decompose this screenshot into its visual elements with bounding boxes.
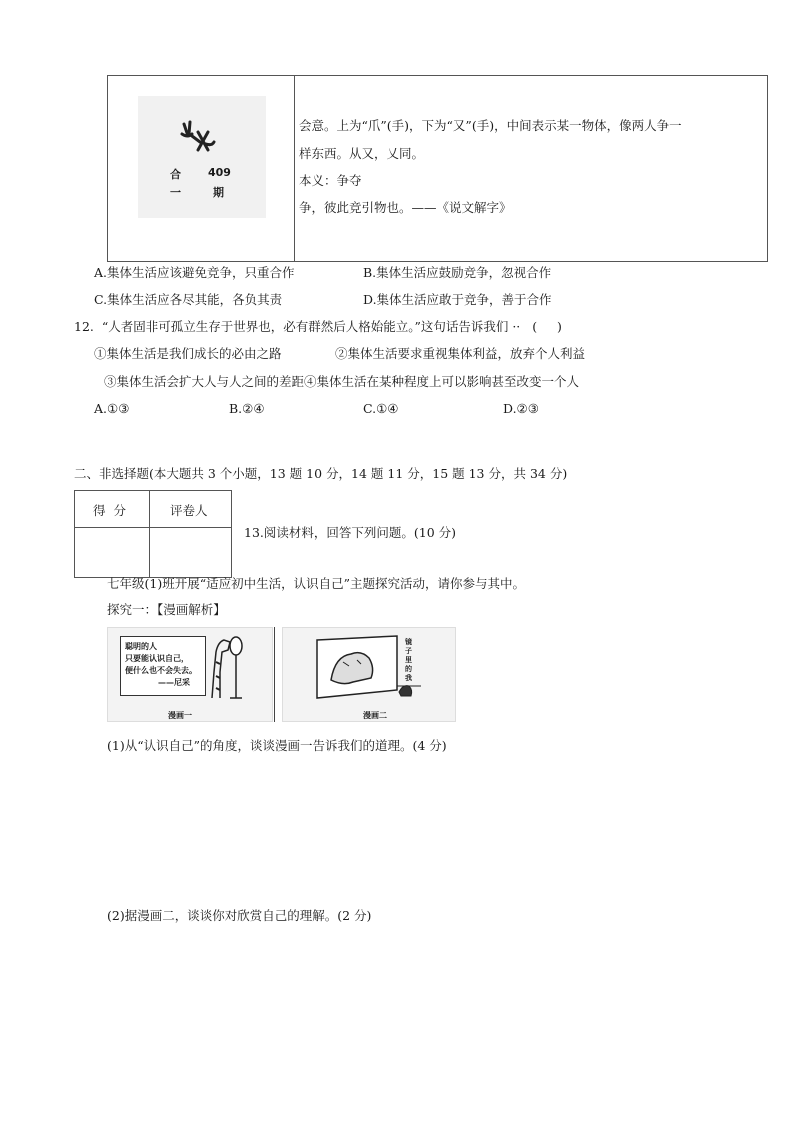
grader-label: 评卷人 xyxy=(170,503,208,518)
q12-statement-1: ①集体生活是我们成长的必由之路 xyxy=(94,346,282,361)
table-divider xyxy=(294,76,295,261)
giraffe-mirror-illustration xyxy=(206,632,246,700)
q13-sub-question-2: (2)据漫画二，谈谈你对欣赏自己的理解。(2 分) xyxy=(107,908,372,923)
q12-option-c: C.①④ xyxy=(363,401,399,416)
section-2-heading: 二、非选择题(本大题共 3 个小题，13 题 10 分，14 题 11 分，15 题 13 分，共 34 分) xyxy=(74,466,568,481)
explain-line-1: 会意。上为“爪”(手)，下为“又”(手)，中间表示某一物体，像两人争一 xyxy=(299,118,682,133)
oracle-caption-4: 期 xyxy=(213,186,224,199)
q13-title: 13.阅读材料，回答下列问题。(10 分) xyxy=(244,525,457,540)
cartoon1-caption: 漫画一 xyxy=(168,711,192,720)
oracle-caption-3: 一 xyxy=(170,186,181,199)
q12-option-d: D.②③ xyxy=(503,401,539,416)
cartoon1-line-3: 便什么也不会失去。 xyxy=(125,666,197,675)
q13-sub-question-1: (1)从“认识自己”的角度，谈谈漫画一告诉我们的道理。(4 分) xyxy=(107,738,447,753)
score-table-hline xyxy=(75,527,231,528)
q11-option-a: A.集体生活应该避免竞争，只重合作 xyxy=(94,265,295,280)
q12-option-a: A.①③ xyxy=(94,401,130,416)
q11-option-b: B.集体生活应鼓励竞争，忽视合作 xyxy=(363,265,552,280)
score-label: 得 分 xyxy=(93,503,126,518)
cartoon2-label: 镜子里的我 xyxy=(405,638,412,682)
q12-statement-3-4: ③集体生活会扩大人与人之间的差距④集体生活在某种程度上可以影响甚至改变一个人 xyxy=(104,374,580,389)
explain-line-3: 本义：争夺 xyxy=(299,173,362,188)
cartoon-2 xyxy=(282,627,456,722)
cartoon1-line-1: 聪明的人 xyxy=(125,642,157,651)
q11-option-d: D.集体生活应敢于竞争，善于合作 xyxy=(363,292,552,307)
q11-option-c: C.集体生活应各尽其能，各负其责 xyxy=(94,292,283,307)
oracle-bone-image xyxy=(138,96,266,218)
q12-stem: 12. “人者固非可孤立生存于世界也，必有群然后人格始能立。”这句话告诉我们 ·· ( ) xyxy=(74,319,562,334)
cartoon1-line-2: 只要能认识自己， xyxy=(125,654,189,663)
q13-explore-heading: 探究一：【漫画解析】 xyxy=(107,602,226,617)
oracle-glyph-icon xyxy=(178,120,226,156)
explain-line-4: 争，彼此竞引物也。——《说文解字》 xyxy=(299,200,512,215)
score-table xyxy=(74,490,232,578)
q12-option-b: B.②④ xyxy=(229,401,265,416)
cartoon1-line-4: ——尼采 xyxy=(158,678,190,687)
q12-statement-2: ②集体生活要求重视集体利益，放弃个人利益 xyxy=(335,346,586,361)
cartoon-divider xyxy=(274,627,275,722)
oracle-caption-2: 409 xyxy=(208,166,231,179)
q13-intro: 七年级(1)班开展“适应初中生活，认识自己”主题探究活动，请你参与其中。 xyxy=(107,576,525,591)
explain-line-2: 样东西。从又，乂同。 xyxy=(299,146,425,161)
score-table-vline xyxy=(149,491,150,577)
cartoon2-caption: 漫画二 xyxy=(363,711,387,720)
cartoon-1 xyxy=(107,627,273,722)
oracle-caption-1: 合 xyxy=(170,168,181,181)
character-table xyxy=(107,75,768,262)
